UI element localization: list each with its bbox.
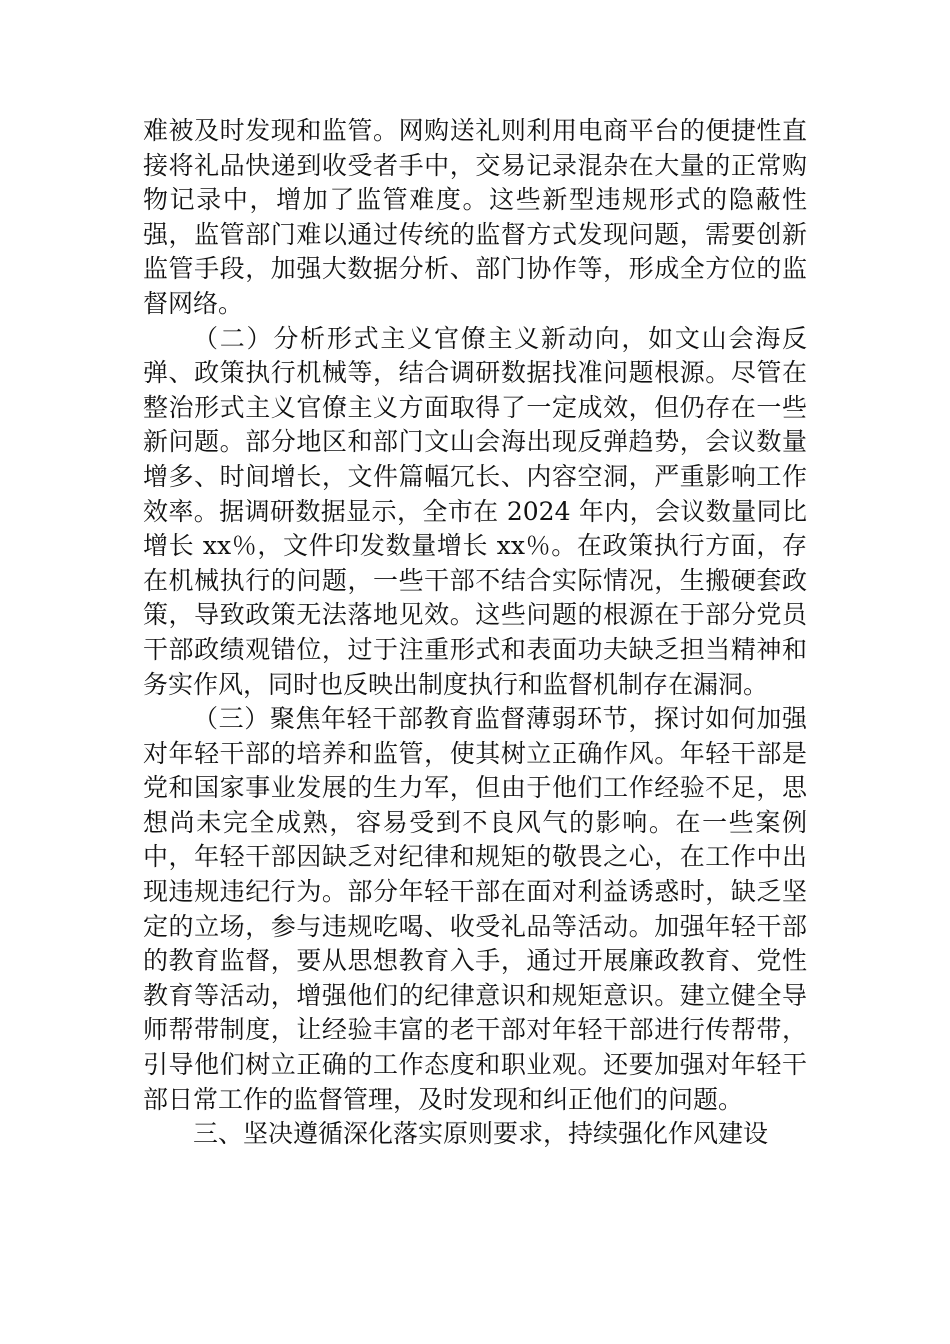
section-heading: 三、坚决遵循深化落实原则要求，持续强化作风建设 bbox=[193, 1119, 769, 1149]
document-body bbox=[143, 114, 807, 1152]
paragraph-section-2: （二）分析形式主义官僚主义新动向，如文山会海反弹、政策执行机械等，结合调研数据找准问题根源。尽管在整治形式主义官僚主义方面取得了一定成效，但仍存在一些新问题。部分地区和部门文山会海出现反弹趋势，会议数量增多、时间增长，文件篇幅冗长、内容空洞，严重影响工作效率。据调研数据显示，全市在 2024 年内，会议数量同比增长 xx％，文件印发数量增长 xx％。在政策执行方面，存在机械执行的问题，一些干部不结合实际情况，生搬硬套政策，导致政策无法落地见效。这些问题的根源在于部分党员干部政绩观错位，过于注重形式和表面功夫缺乏担当精神和务实作风，同时也反映出制度执行和监督机制存在漏洞。 bbox=[143, 323, 807, 699]
paragraph-section-3: （三）聚焦年轻干部教育监督薄弱环节，探讨如何加强对年轻干部的培养和监管，使其树立正确作风。年轻干部是党和国家事业发展的生力军，但由于他们工作经验不足，思想尚未完全成熟，容易受到不良风气的影响。在一些案例中，年轻干部因缺乏对纪律和规矩的敬畏之心，在工作中出现违规违纪行为。部分年轻干部在面对利益诱惑时，缺乏坚定的立场，参与违规吃喝、收受礼品等活动。加强年轻干部的教育监督，要从思想教育入手，通过开展廉政教育、党性教育等活动，增强他们的纪律意识和规矩意识。建立健全导师帮带制度，让经验丰富的老干部对年轻干部进行传帮带，引导他们树立正确的工作态度和职业观。还要加强对年轻干部日常工作的监督管理，及时发现和纠正他们的问题。 bbox=[143, 704, 807, 1114]
paragraph-continuation: 难被及时发现和监管。网购送礼则利用电商平台的便捷性直接将礼品快递到收受者手中，交易记录混杂在大量的正常购物记录中，增加了监管难度。这些新型违规形式的隐蔽性强，监管部门难以通过传统的监督方式发现问题，需要创新监管手段，加强大数据分析、部门协作等，形成全方位的监督网络。 bbox=[143, 116, 807, 318]
